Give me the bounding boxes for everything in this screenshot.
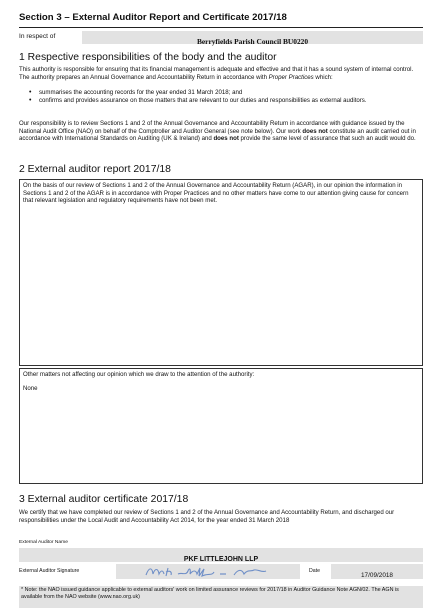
report-box bbox=[19, 179, 423, 366]
auditor-name-label: External Auditor Name bbox=[19, 540, 68, 545]
certificate-text: We certify that we have completed our review of Sections 1 and 2 of the Annual Governance and Accountability Return, and discharged our responsibilities under the Local Audit and Accountability Act 2014, for the year ended 31 March 2018 bbox=[19, 509, 395, 524]
date-value: 17/09/2018 bbox=[361, 572, 393, 579]
auditor-name-field bbox=[19, 548, 423, 562]
part1-heading: 1 Respective responsibilities of the body and the auditor bbox=[19, 52, 277, 63]
authority-name: Berryfields Parish Council BU0220 bbox=[196, 37, 309, 46]
part1-responsibility bbox=[19, 120, 425, 143]
part1-intro-italic: Proper Practices bbox=[268, 73, 314, 81]
part2-heading: 2 External auditor report 2017/18 bbox=[19, 164, 171, 175]
handwritten-signature bbox=[116, 564, 300, 579]
in-respect-of-label: In respect of bbox=[19, 33, 56, 40]
in-respect-of-row bbox=[19, 31, 423, 45]
signature-field bbox=[116, 564, 300, 579]
date-field bbox=[331, 564, 423, 579]
other-matters-value: None bbox=[23, 384, 38, 392]
part1-para2-c: constitute an audit carried out in accordance with International Standards on Auditing (UK & Ireland) and bbox=[19, 127, 416, 143]
date-label: Date bbox=[309, 568, 320, 574]
part1-bullets bbox=[19, 89, 425, 104]
signature-row bbox=[19, 564, 423, 579]
part1-intro-text: This authority is responsible for ensuring that its financial management is adequate and effective and that it has a sound system of internal control. The authority prepares an Annual Governance and Accountability Return in accordance with bbox=[19, 66, 414, 81]
part1-para2-bold1: does not bbox=[302, 127, 328, 135]
part1-para2-d: provide the same level of assurance that such an audit would do. bbox=[240, 135, 416, 143]
authority-name-field bbox=[82, 31, 423, 44]
part1-para2-bold2: does not bbox=[213, 135, 239, 143]
other-matters-box bbox=[19, 368, 423, 484]
auditor-name: PKF LITTLEJOHN LLP bbox=[183, 556, 259, 563]
part1-intro-end: which: bbox=[315, 73, 333, 81]
bullet-item: • summarises the accounting records for the year ended 31 March 2018; and bbox=[19, 89, 425, 97]
part1-intro bbox=[19, 66, 425, 81]
part3-heading: 3 External auditor certificate 2017/18 bbox=[19, 494, 189, 505]
nao-guidance-note: * Note: the NAO issued guidance applicable to external auditors' work on limited assurance reviews for 2017/18 in Auditor Guidance Note AGN/02. The AGN is available from the NAO website (www.nao.org.uk) bbox=[19, 586, 423, 608]
part1-para2-a: Our responsibility is to review Sections 1 and 2 of the Annual Governance and Accountability Return in accordance with guidance issued by the National Audit Office (NAO) on behalf of the Comptroller and Auditor General (see note below). Our work bbox=[19, 120, 405, 135]
bullet-item: • confirms and provides assurance on those matters that are relevant to our duties and responsibilities as external auditors. bbox=[19, 97, 425, 105]
section-title: Section 3 – External Auditor Report and Certificate 2017/18 bbox=[19, 12, 423, 28]
other-matters-label: Other matters not affecting our opinion which we draw to the attention of the authority: bbox=[23, 371, 255, 378]
report-text: On the basis of our review of Sections 1 and 2 of the Annual Governance and Accountability Return (AGAR), in our opinion the information in Sections 1 and 2 of the AGAR is in accordance with Proper Practices and no other matters have come to our attention giving cause for concern that relevant legislation and regulatory requirements have not been met. bbox=[23, 182, 409, 205]
signature-label: External Auditor Signature bbox=[19, 568, 80, 574]
